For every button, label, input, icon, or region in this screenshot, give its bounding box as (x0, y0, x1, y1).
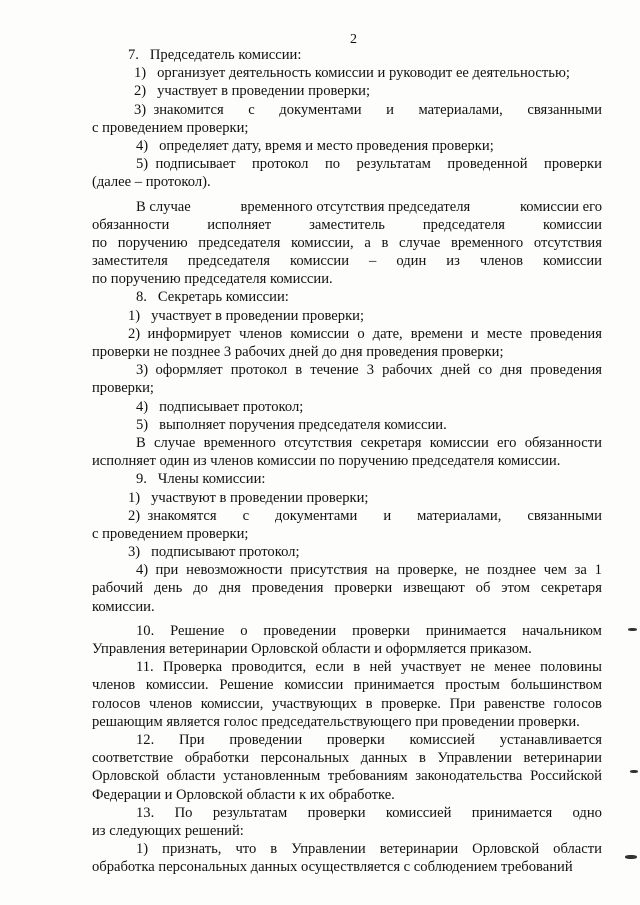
word: 3) оформляет (136, 362, 223, 379)
word: голосов (92, 695, 141, 712)
word: 3 (366, 362, 375, 379)
word: связанными (527, 101, 602, 118)
word: данных (360, 750, 408, 767)
text-line (92, 507, 602, 525)
word: 2) знакомятся (128, 507, 217, 524)
page-number: 2 (350, 32, 357, 47)
text-line: 7. Председатель комиссии: (128, 47, 302, 63)
word: отсутствия (533, 234, 602, 251)
word: комиссии (290, 253, 350, 270)
word: до (193, 580, 208, 597)
text-line: проверки; (92, 380, 154, 397)
word: месте (486, 325, 523, 342)
word: По (174, 804, 193, 821)
word: половины (540, 659, 602, 676)
text-line: 4) определяет дату, время и место проведения проверки; (136, 137, 494, 154)
word: и (470, 325, 479, 342)
word: 4) при (136, 562, 179, 579)
word: комиссии, (200, 695, 264, 712)
word: рабочих (382, 362, 433, 379)
word: членов (239, 325, 283, 342)
word: Управлении (437, 750, 512, 767)
word: обработки (184, 750, 250, 767)
word: в (418, 750, 426, 767)
text-line (92, 840, 602, 858)
word: если (315, 659, 344, 676)
text-line (92, 434, 602, 452)
text-line (92, 804, 602, 822)
word: принимается (471, 804, 553, 821)
word: обязанности (92, 216, 170, 233)
text-line: из следующих решений: (92, 822, 244, 839)
word: области (166, 768, 216, 785)
paragraph (92, 325, 602, 361)
text-line: Управления ветеринарии Орловской области и оформляется приказом. (92, 641, 532, 657)
paragraph (92, 46, 602, 64)
text-line: 4) подписывает протокол; (136, 398, 304, 415)
text-line (92, 234, 602, 252)
word: результатам (356, 156, 431, 173)
word: на (375, 562, 390, 579)
word: не (465, 562, 480, 579)
text-line: с проведением проверки; (92, 525, 249, 542)
word: проверки (307, 804, 366, 821)
word: 1) (136, 841, 149, 858)
word: законодательства (415, 768, 523, 785)
word: проверки (326, 731, 385, 748)
word: Проверка (163, 659, 223, 676)
word: проведения (530, 325, 602, 342)
word: голосов (553, 695, 602, 712)
word: председателя (187, 253, 270, 270)
word: в (381, 234, 389, 251)
word: его (497, 434, 517, 451)
paragraph (92, 731, 602, 804)
word: присутствия (290, 562, 368, 579)
word: протокол (252, 156, 309, 173)
word: и (383, 507, 392, 524)
word: секретаря (360, 434, 422, 451)
word: комиссии (429, 434, 489, 451)
word: материалами, (418, 101, 503, 118)
text-line (92, 325, 602, 343)
word: комиссии (290, 325, 350, 342)
word: принимается (354, 677, 435, 694)
word: со (478, 362, 493, 379)
scan-speck (630, 770, 638, 773)
word: в (365, 695, 373, 712)
word: В случае (136, 198, 191, 215)
paragraph (92, 82, 602, 100)
word: проведения (251, 580, 324, 597)
word: проверке. (381, 695, 441, 712)
text-line (92, 622, 602, 640)
word: дате, (372, 325, 403, 342)
word: о (240, 622, 248, 639)
word: поручению (117, 234, 188, 251)
word: комиссии (543, 216, 602, 233)
text-line: исполняет один из членов комиссии по поручению председателя комиссии. (92, 453, 561, 470)
text-line: Федерации и Орловской области к их обработке. (92, 786, 395, 803)
text-line: 8. Секретарь комиссии: (136, 289, 289, 306)
paragraph (92, 198, 602, 289)
word: об (475, 580, 491, 597)
text-line: по поручению председателя комиссии. (92, 271, 333, 288)
word: 2) информирует (128, 325, 232, 342)
word: в (270, 841, 278, 858)
word: персональных (260, 750, 350, 767)
paragraph (92, 434, 602, 470)
word: принимается (425, 622, 507, 639)
word: извещают (403, 580, 465, 597)
word: устанавливается (499, 731, 602, 748)
word: комиссией (409, 731, 475, 748)
text-line: 2) участвует в проведении проверки; (134, 83, 371, 100)
paragraph (92, 622, 602, 658)
word: членов (479, 253, 523, 270)
word: временного (203, 434, 276, 451)
word: один (396, 253, 427, 270)
word: председателя (198, 234, 281, 251)
word: по (92, 234, 108, 251)
word: Решение (170, 622, 225, 639)
word: документами (279, 101, 362, 118)
text-line: с проведением проверки; (92, 119, 249, 136)
text-line: 1) участвует в проведении проверки; (128, 307, 365, 324)
word: случае (154, 434, 196, 451)
word: проверки (544, 156, 602, 173)
text-line (92, 731, 602, 749)
word: Управлении (291, 841, 366, 858)
text-line: проверки не позднее 3 рабочих дней до дня проведения проверки; (92, 344, 504, 360)
paragraph (92, 137, 602, 155)
word: временного (450, 234, 524, 251)
word: проверки (334, 580, 393, 597)
word: невозможности (186, 562, 283, 579)
word: При (449, 695, 476, 712)
word: комиссией (385, 804, 452, 821)
text-line (92, 252, 602, 270)
word: Орловской (92, 768, 159, 785)
word: 13. (136, 804, 155, 821)
text-line (92, 155, 602, 173)
word: результатам (212, 804, 288, 821)
word: в (353, 659, 361, 676)
word: 1 (594, 562, 602, 579)
word: проведения (530, 362, 602, 379)
text-line: 5) выполняет поручения председателя комиссии. (136, 416, 447, 433)
word: заместителя (92, 253, 168, 270)
word: отсутствия (284, 434, 353, 451)
text-line (92, 579, 602, 597)
word: одно (572, 804, 602, 821)
text-line (92, 198, 602, 216)
word: что (235, 841, 257, 858)
word: Российской (530, 768, 602, 785)
word: простым (445, 677, 500, 694)
word: а (364, 234, 371, 251)
word: членов (148, 695, 193, 712)
word: позднее (487, 562, 536, 579)
word: комиссии (543, 253, 602, 270)
word: При (178, 731, 205, 748)
word: соответствие (92, 750, 174, 767)
word: не (470, 659, 485, 676)
word: обязанности (524, 434, 602, 451)
word: комиссии его (519, 198, 602, 215)
word: участвующих (272, 695, 357, 712)
text-line (92, 658, 602, 676)
word: 12. (136, 731, 155, 748)
word: равенстве (483, 695, 545, 712)
word: проведении (263, 622, 337, 639)
word: ветеринарии (523, 750, 602, 767)
word: проверке, (397, 562, 458, 579)
word: начальником (522, 622, 602, 639)
word: с (248, 101, 255, 118)
text-line (92, 676, 602, 694)
word: комиссии (284, 677, 344, 694)
paragraph (92, 489, 602, 507)
scan-speck (628, 628, 637, 631)
word: протокол (230, 362, 288, 379)
word: Решение (219, 677, 274, 694)
paragraph (92, 507, 602, 543)
paragraph (92, 543, 602, 561)
word: ней (369, 659, 392, 676)
word: В (136, 434, 146, 451)
paragraph (92, 64, 602, 82)
word: участвует (400, 659, 462, 676)
document-body (92, 46, 602, 876)
word: проведении (229, 731, 303, 748)
text-line: 9. Члены комиссии: (136, 471, 266, 488)
word: Орловской (472, 841, 540, 858)
word: секретаря (540, 580, 602, 597)
scan-speck (625, 855, 637, 859)
word: ветеринарии (379, 841, 459, 858)
paragraph (92, 416, 602, 434)
word: временного отсутствия председателя (240, 198, 471, 215)
text-line: комиссии. (92, 598, 155, 615)
word: в (295, 362, 303, 379)
text-line: 3) подписывают протокол; (128, 544, 300, 561)
word: установленным (223, 768, 321, 785)
word: проверки (352, 622, 410, 639)
word: 3) знакомится (134, 101, 224, 118)
word: день (153, 580, 183, 597)
paragraph (92, 398, 602, 416)
text-line: 1) участвуют в проведении проверки; (128, 489, 369, 506)
word: случае (398, 234, 441, 251)
word: дня (500, 362, 523, 379)
word: рабочий (92, 580, 144, 597)
word: связанными (527, 507, 602, 524)
paragraph (92, 804, 602, 840)
paragraph (92, 658, 602, 731)
word: и (386, 101, 394, 118)
word: членов (92, 677, 136, 694)
word: материалами, (417, 507, 502, 524)
word: – (369, 253, 377, 270)
word: проводится, (231, 659, 307, 676)
word: признать, (162, 841, 222, 858)
word: с (242, 507, 250, 524)
word: документами (275, 507, 358, 524)
paragraph (92, 155, 602, 191)
paragraph (92, 470, 602, 488)
text-line: 1) организует деятельность комиссии и руководит ее деятельностью; (134, 65, 570, 82)
word: 10. (136, 622, 155, 639)
text-line (92, 767, 602, 785)
word: менее (494, 659, 531, 676)
paragraph (92, 561, 602, 616)
word: заместитель (309, 216, 385, 233)
text-line (92, 361, 602, 379)
word: комиссии. (145, 677, 209, 694)
word: этом (501, 580, 530, 597)
word: за (574, 562, 587, 579)
paragraph (92, 288, 602, 306)
word: большинством (510, 677, 602, 694)
text-line (92, 749, 602, 767)
word: требованиям (327, 768, 408, 785)
text-line: решающим является голос председательствующего при проведении проверки. (92, 713, 580, 730)
text-line (92, 561, 602, 579)
word: комиссии, (291, 234, 354, 251)
word: 5) подписывает (136, 156, 236, 173)
word: исполняет (207, 216, 272, 233)
word: по (324, 156, 341, 173)
word: дней (440, 362, 471, 379)
word: из (446, 253, 460, 270)
paragraph (92, 361, 602, 397)
paragraph (92, 101, 602, 137)
text-line: обработка персональных данных осуществляется с соблюдением требований (92, 859, 573, 876)
word: о (357, 325, 365, 342)
word: дня (218, 580, 241, 597)
word: председателя (422, 216, 506, 233)
text-line (92, 101, 602, 119)
word: 11. (136, 659, 154, 676)
word: чем (543, 562, 567, 579)
text-line (92, 216, 602, 234)
paragraph (92, 307, 602, 325)
paragraph (92, 840, 602, 876)
text-line (92, 695, 602, 713)
word: времени (410, 325, 463, 342)
text-line: (далее – протокол). (92, 174, 211, 191)
word: течение (310, 362, 359, 379)
word: области (553, 841, 602, 858)
word: проведенной (447, 156, 528, 173)
